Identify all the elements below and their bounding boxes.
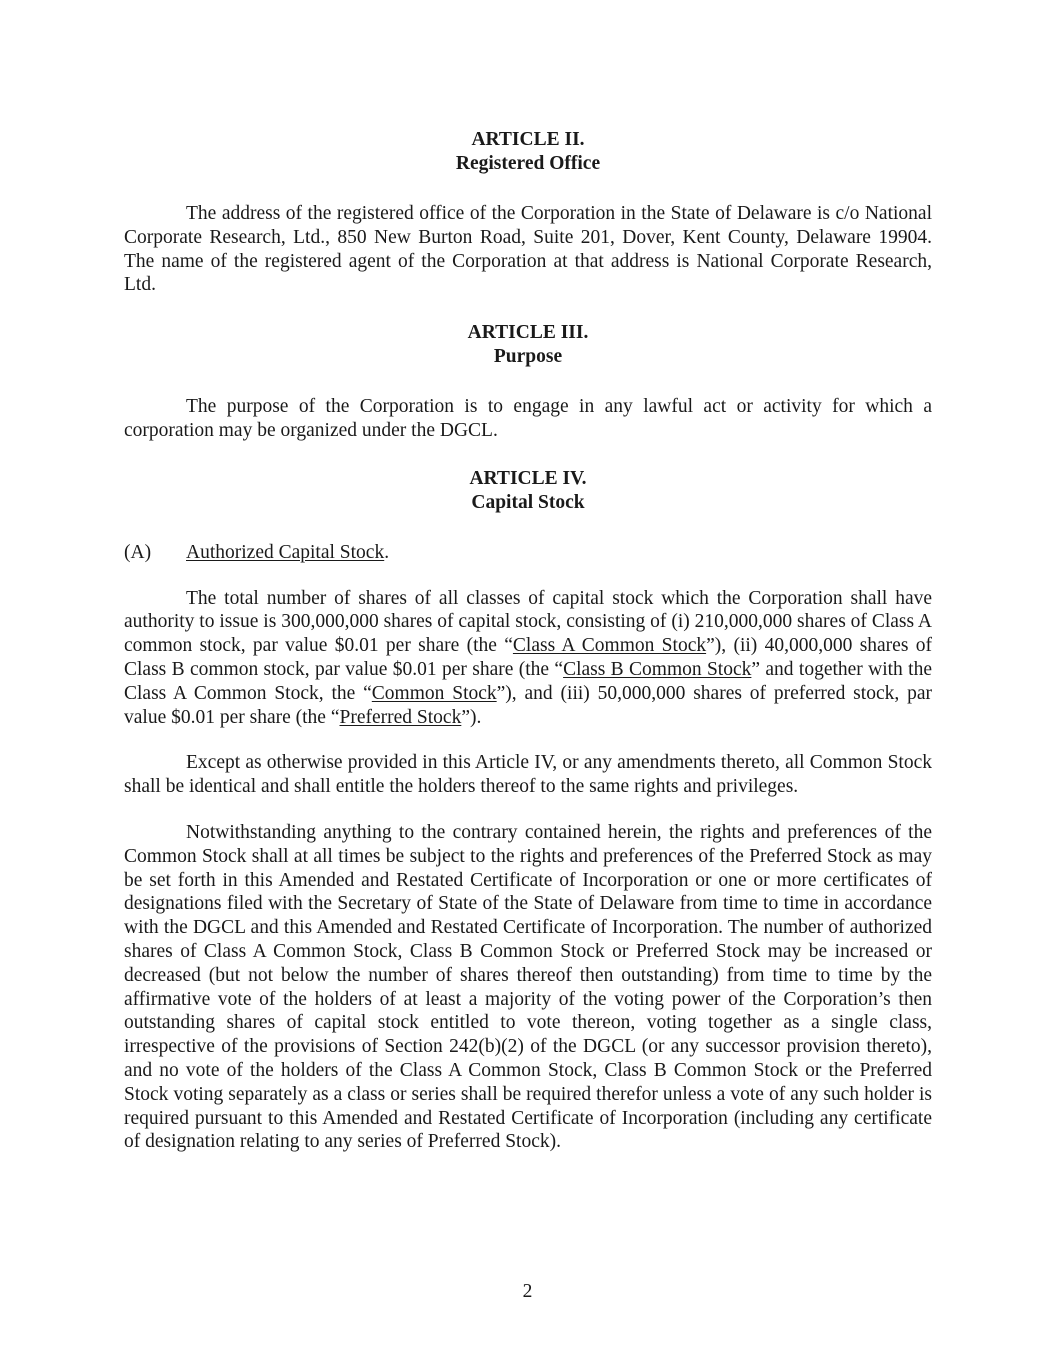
section-a-title-period: .: [384, 541, 390, 563]
defined-term-class-b-common-stock: Class B Common Stock: [563, 658, 752, 680]
registered-office-paragraph: The address of the registered office of the Corporation in the State of Delaware is c/o National Corporate Research, Ltd., 850 New Burton Road, Suite 201, Dover, Kent County, Delaware 19904. The name of the registered agent of the Corporation at that address is National Corporate Research, Ltd.: [124, 203, 932, 296]
section-a-heading: [124, 541, 932, 565]
text-segment: The total number of shares of all classes of capital stock which the Corporation shall have authority to issue is 300,000,000 shares of capital stock, consisting of (i) 210,000,000 shares of Class A common stock, par value $0.01 per share (the “: [124, 587, 932, 657]
authorized-stock-paragraph: [124, 587, 932, 730]
article-iii-title: ARTICLE III.: [467, 322, 589, 344]
text-segment: ”), and (iii) 50,000,000 shares of preferred stock, par value $0.01 per share (the “: [124, 682, 932, 728]
article-iv-title: ARTICLE IV.: [469, 467, 587, 489]
identical-rights-paragraph: Except as otherwise provided in this Article IV, or any amendments thereto, all Common Stock shall be identical and shall entitle the holders thereof to the same rights and privileges.: [124, 752, 932, 798]
preferences-paragraph: Notwithstanding anything to the contrary contained herein, the rights and preferences of the Common Stock shall at all times be subject to the rights and preferences of the Preferred Stock as may be set forth in this Amended and Restated Certificate of Incorporation or one or more certificates of designations filed with the Secretary of State of the State of Delaware from time to time in accordance with the DGCL and this Amended and Restated Certificate of Incorporation. The number of authorized shares of Class A Common Stock, Class B Common Stock or Preferred Stock may be increased or decreased (but not below the number of shares thereof then outstanding) from time to time by the affirmative vote of the holders of at least a majority of the voting power of the Corporation’s then outstanding shares of capital stock entitled to vote thereon, voting together as a single class, irrespective of the provisions of Section 242(b)(2) of the DGCL (or any successor provision thereto), and no vote of the holders of the Class A Common Stock, Class B Common Stock or the Preferred Stock voting separately as a class or series shall be required therefor unless a vote of any such holder is required pursuant to this Amended and Restated Certificate of Incorporation (including any certificate of designation relating to any series of Preferred Stock).: [124, 821, 932, 1153]
page-number: 2: [522, 1281, 533, 1302]
document-body: [124, 128, 932, 1154]
article-iv-subtitle: Capital Stock: [471, 491, 585, 513]
text-segment: ”).: [461, 706, 482, 728]
defined-term-preferred-stock: Preferred Stock: [339, 706, 462, 728]
purpose-paragraph: The purpose of the Corporation is to engage in any lawful act or activity for which a corporation may be organized under the DGCL.: [124, 396, 932, 441]
section-a-title: Authorized Capital Stock: [186, 541, 385, 563]
section-a-number: (A): [124, 541, 152, 563]
text-segment: ”), (ii) 40,000,000 shares of Class B common stock, par value $0.01 per share (the “: [124, 635, 932, 680]
article-ii-subtitle: Registered Office: [455, 153, 601, 174]
section-a-title-wrap: [186, 541, 389, 565]
text-segment: ” and together with the Class A Common Stock, the “: [124, 658, 932, 704]
article-ii-title: ARTICLE II.: [471, 129, 585, 150]
defined-term-common-stock: Common Stock: [371, 682, 497, 704]
article-iii-subtitle: Purpose: [493, 346, 563, 368]
defined-term-class-a-common-stock: Class A Common Stock: [512, 635, 707, 657]
